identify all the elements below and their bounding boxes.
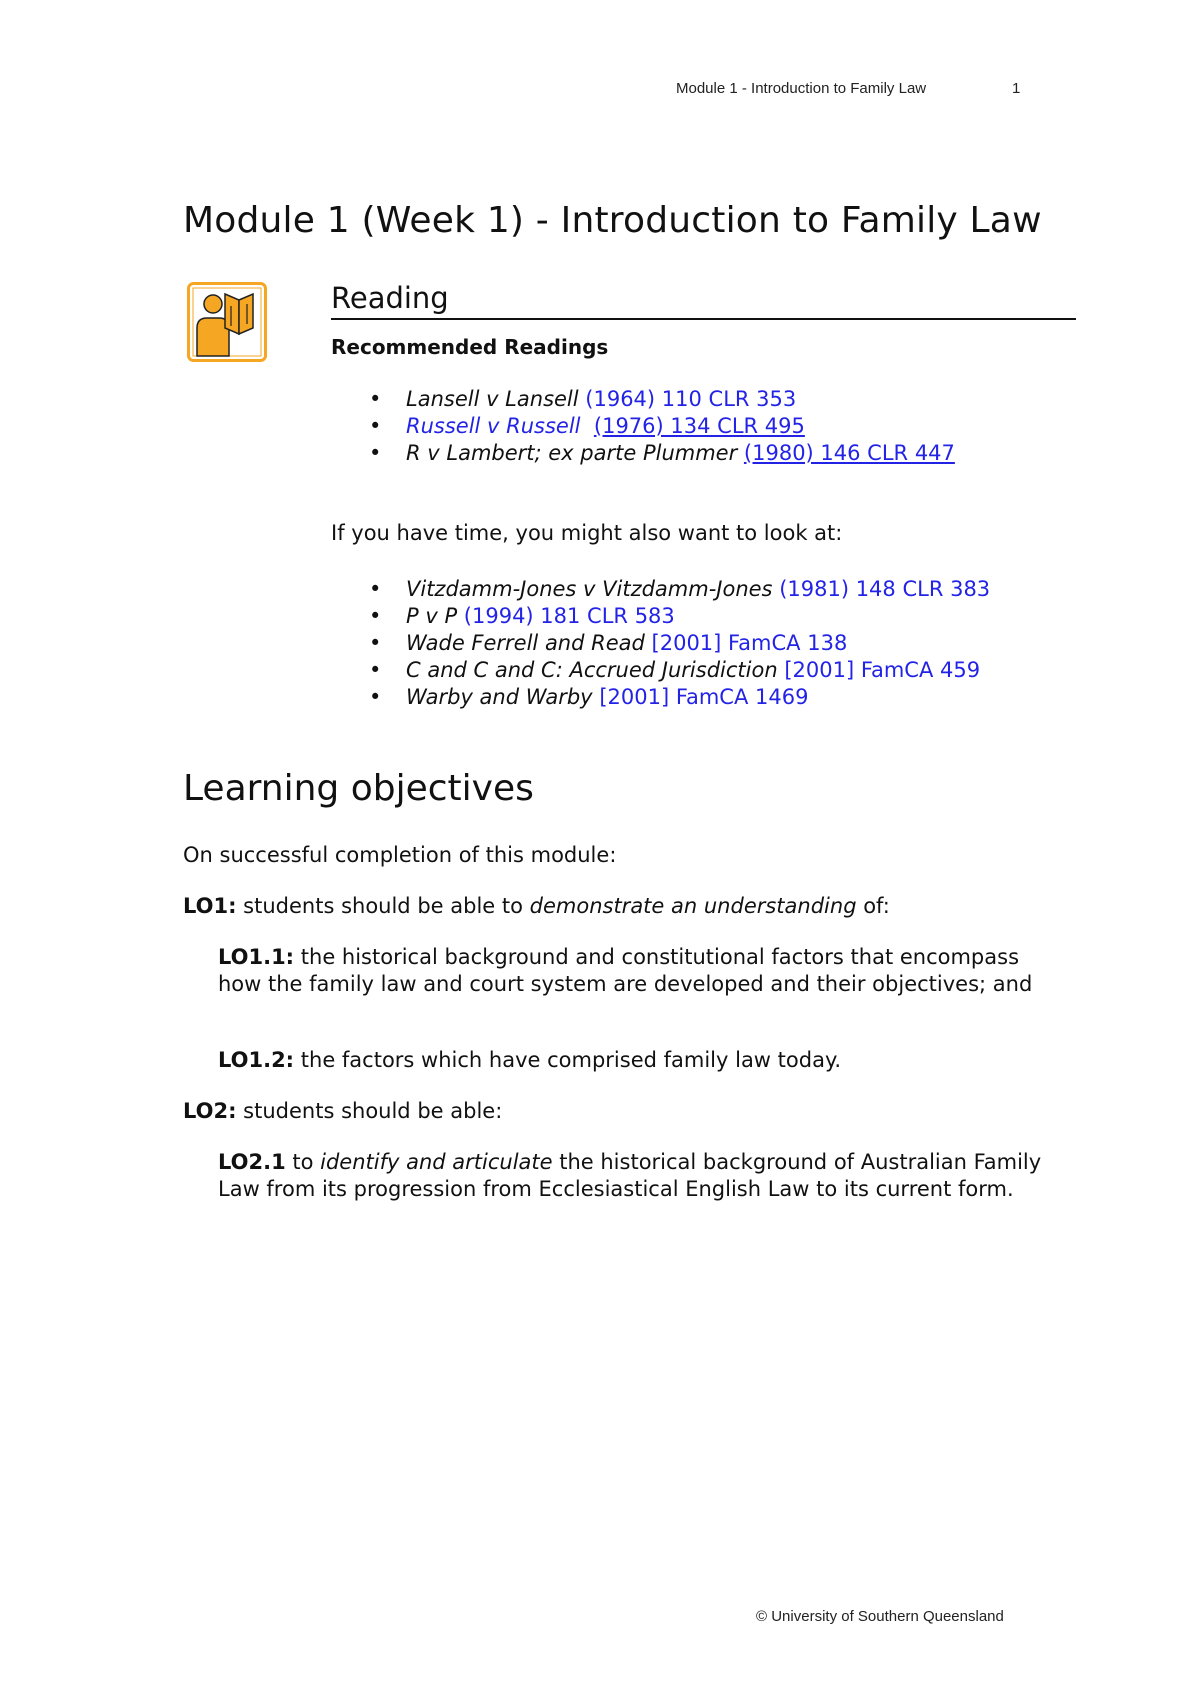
case-name: Wade Ferrell and Read (406, 631, 645, 655)
objective-label: LO1: (183, 894, 237, 918)
objective-text: of: (856, 894, 890, 918)
objective-label: LO1.2: (218, 1048, 295, 1072)
recommended-readings-heading: Recommended Readings (331, 335, 609, 359)
objective-lo1 (183, 893, 890, 920)
optional-readings-intro: If you have time, you might also want to look at: (331, 521, 843, 545)
page-number: 1 (1012, 80, 1021, 97)
case-name: Lansell v Lansell (406, 387, 579, 411)
reader-with-book-icon (187, 282, 267, 362)
recommended-readings-list (369, 386, 955, 467)
page-title: Module 1 (Week 1) - Introduction to Family Law (183, 200, 1042, 241)
citation-link[interactable]: [2001] FamCA 138 (651, 631, 848, 655)
citation-link[interactable]: [2001] FamCA 459 (784, 658, 981, 682)
objective-lo1-1 (218, 944, 1058, 998)
case-name: Warby and Warby (406, 685, 593, 709)
objective-lo2-1 (218, 1149, 1058, 1203)
learning-objectives-heading: Learning objectives (183, 768, 534, 809)
objective-text: the factors which have comprised family law today. (294, 1048, 842, 1072)
list-item: • Russell v Russell (1976) 134 CLR 495 (369, 414, 805, 438)
objective-emphasis: demonstrate an understanding (529, 894, 857, 918)
reading-heading: Reading (331, 281, 449, 315)
citation-link[interactable]: (1980) 146 CLR 447 (743, 441, 955, 465)
optional-readings-list (369, 576, 991, 711)
citation-link[interactable]: (1994) 181 CLR 583 (463, 604, 675, 628)
objective-text: to (285, 1150, 321, 1174)
running-header: Module 1 - Introduction to Family Law (676, 80, 927, 97)
objective-text: the historical background of Australian Family Law from its progression from Ecclesiastical English Law to its current form. (218, 1150, 1042, 1201)
citation-link[interactable]: (1976) 134 CLR 495 (593, 414, 805, 438)
objective-label: LO1.1: (218, 945, 295, 969)
objective-text: the historical background and constitutional factors that encompass how the family law and court system are developed and their objectives; and (218, 945, 1033, 996)
list-item: • R v Lambert; ex parte Plummer (1980) 146 CLR 447 (369, 441, 955, 465)
citation-link[interactable]: (1981) 148 CLR 383 (779, 577, 991, 601)
case-name: R v Lambert; ex parte Plummer (406, 441, 738, 465)
reading-divider (331, 318, 1076, 320)
list-item: • P v P (1994) 181 CLR 583 (369, 604, 675, 628)
case-name: Vitzdamm-Jones v Vitzdamm-Jones (406, 577, 773, 601)
citation-link[interactable]: (1964) 110 CLR 353 (585, 387, 797, 411)
list-item: • Warby and Warby [2001] FamCA 1469 (369, 685, 809, 709)
objective-text: students should be able: (236, 1099, 503, 1123)
list-item: • Lansell v Lansell (1964) 110 CLR 353 (369, 387, 797, 411)
objective-lo1-2 (218, 1047, 841, 1074)
objectives-intro: On successful completion of this module: (183, 843, 617, 867)
objective-lo2 (183, 1098, 502, 1125)
case-name: P v P (406, 604, 458, 628)
case-name: C and C and C: Accrued Jurisdiction (406, 658, 778, 682)
case-name-link[interactable]: Russell v Russell (406, 414, 581, 438)
objective-emphasis: identify and articulate (320, 1150, 553, 1174)
citation-link[interactable]: [2001] FamCA 1469 (599, 685, 809, 709)
list-item: • Vitzdamm-Jones v Vitzdamm-Jones (1981) 148 CLR 383 (369, 577, 991, 601)
objective-label: LO2.1 (218, 1150, 286, 1174)
objective-label: LO2: (183, 1099, 237, 1123)
list-item: • C and C and C: Accrued Jurisdiction [2001] FamCA 459 (369, 658, 981, 682)
objective-text: students should be able to (236, 894, 530, 918)
list-item: • Wade Ferrell and Read [2001] FamCA 138 (369, 631, 848, 655)
copyright-footer: © University of Southern Queensland (756, 1608, 1004, 1625)
